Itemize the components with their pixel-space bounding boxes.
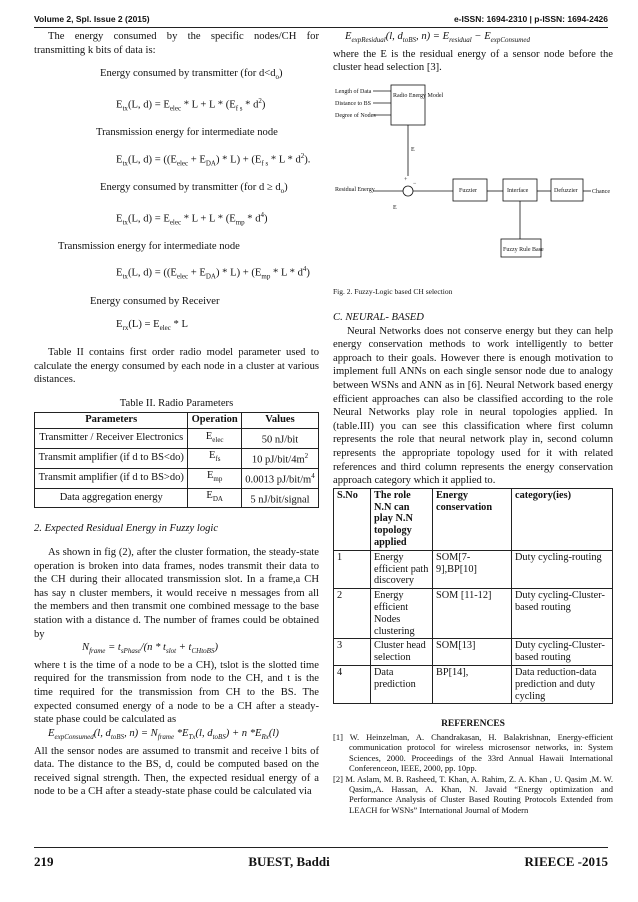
neural-network-table [333, 488, 613, 705]
residual-equation: $E_{expResidual}(l$, $d_{toBS}$, $n) = E_{residual} - E_{expConsumed}$ [345, 31, 530, 45]
reference-2: [2] M. Aslam, M. B. Rasheed, T. Khan, A. Rahim, Z. A. Khan , U. Qasim ,M. W. Qasim,,A. Hassan, A. Khan, N. Javaid “Energy optimization and Performance Analysis of Cluster Based Routing Protocols Extended from LEACH for WSNs” International Journal of Modern [333, 773, 613, 815]
left-column [34, 30, 319, 799]
equation-3: $E_{tx}(L$, $d) = E_{elec} * L + L * (E_{mp} * d^4)$ [116, 210, 268, 227]
eq-label-3: Energy consumed by transmitter (for $d \ge d_o$) [100, 181, 288, 196]
page-number: 219 [34, 854, 54, 869]
fig-label-length: Length of Data [335, 88, 372, 95]
figure-caption: Fig. 2. Fuzzy-Logic based CH selection [333, 287, 453, 297]
right-column [333, 30, 613, 815]
fig-label-model: Radio Energy Model [393, 92, 444, 99]
header-issn: e-ISSN: 1694-2310 | p-ISSN: 1694-2426 [453, 14, 608, 24]
col-operation: Operation [188, 413, 242, 428]
table-row: Transmit amplifier (if d to BS<do) $E_{fs}$ 10 $pJ/bit/4m^2$ [35, 448, 319, 468]
header-volume: Volume 2, Spl. Issue 2 (2015) [34, 14, 150, 24]
fig-label-econsumed: E [411, 146, 415, 153]
radio-parameters-table [34, 412, 319, 508]
col-parameters: Parameters [35, 413, 188, 428]
section-2-paragraph-3: All the sensor nodes are assumed to transmit and receive l bits of data. The distance to the BS, d, could be computed based on the received signal strength. Then, the expected residual energy of a node to be a CH after a steady-state phase could be calculated via [34, 745, 319, 798]
page-footer [34, 854, 608, 870]
table-row: Transmit amplifier (if d to BS>do) $E_{mp}$ 0.0013 $pJ/bit/m^4$ [35, 468, 319, 488]
col-values: Values [241, 413, 318, 428]
equation-5: $E_{rx}(L) = E_{elec} * L$ [116, 319, 188, 333]
footer-rule [34, 847, 608, 848]
eq-label-5: Energy consumed by Receiver [90, 295, 220, 307]
fig-label-chance: Chance [592, 188, 610, 195]
table-row: 2 Energy efficient Nodes clustering SOM [11-12] Duty cycling-Cluster-based routing [334, 589, 613, 639]
header-rule [34, 27, 608, 28]
fig-label-distance: Distance to BS [335, 100, 371, 107]
page-header [34, 14, 608, 24]
footer-venue: BUEST, Baddi [248, 854, 330, 869]
section-c-heading: C. NEURAL- BASED [333, 312, 424, 324]
reference-1: [1] W. Heinzelman, A. Chandrakasan, H. Balakrishnan, Energy-efficient communication protocol for wireless microsensor networks, in: System Sciences, 2000. Proceedings of the 33rd Annual Hawaii International Conferenceon, IEEE, 2000, pp. 10pp. [333, 731, 613, 774]
fig-label-degree: Degree of Nodes [335, 112, 376, 119]
fig-label-fuzzier: Fuzzier [459, 187, 477, 194]
fig-label-interface: Interface [507, 187, 529, 194]
table-row: Data aggregation energy $E_{DA}$ 5 nJ/bit/signal [35, 488, 319, 508]
radio-energy-model-box [391, 85, 425, 125]
table-caption: Table II. Radio Parameters [119, 397, 234, 409]
fig-plus: + [404, 176, 408, 183]
table-row: 4 Data prediction BP[14], Data reduction-data prediction and duty cycling [334, 665, 613, 703]
fig-label-eresidual: E [393, 204, 397, 211]
eq-label-2: Transmission energy for intermediate node [96, 127, 278, 139]
references-heading: REFERENCES [441, 719, 505, 730]
consumed-energy-equation: $E_{expConsumed}(l$, $d_{toBS}$, $n) = N_{frame}$ $*E_{Tx}(l$, $d_{toBS}) + n$ $*E_{Rx}(l)$ [48, 727, 279, 741]
table-row: Transmitter / Receiver Electronics $E_{elec}$ 50 nJ/bit [35, 428, 319, 448]
equation-2: $E_{tx}(L$, $d) = ((E_{elec} + E_{DA}) * L) + (E_{f s} * L * d^2)$. [116, 151, 311, 168]
fuzzy-logic-figure [333, 81, 613, 281]
equation-4: $E_{tx}(L$, $d) = ((E_{elec} + E_{DA}) * L) + (E_{mp} * L * d^4)$ [116, 265, 310, 282]
table-header-row: S.No The role N.N can play N.N topology applied Energy conservation category(ies) [334, 488, 613, 550]
summing-junction [403, 186, 413, 196]
fig-label-rulebase: Fuzzy Rule Base [503, 246, 544, 253]
equation-1: $E_{tx}(L$, $d) = E_{elec} * L + L * (E_{f s} * d^2)$ [116, 96, 266, 113]
footer-conference: RIEECE -2015 [524, 854, 608, 869]
intro-paragraph: The energy consumed by the specific nodes/CH for transmitting k bits of data is: [34, 31, 319, 56]
section-2-paragraph-1: As shown in fig (2), after the cluster formation, the steady-state operation is broken into data frames, nodes transmit their data to the CH during their allocated transmission slot. In a frame,a CH has say n cluster members, it would receive n messages from all the members and then transmit one combined message to the base station with a distance d. The number of frames could be obtained by [34, 547, 319, 640]
eq-label-1: Energy consumed by transmitter (for $d<d_o$) [100, 68, 283, 82]
table-header-row [35, 413, 319, 428]
eq-label-4: Transmission energy for intermediate node [58, 240, 240, 252]
frames-equation: $N_{frame} = t_{sPhase}/(n * t_{slot} + t_{CHtoBS})$ [82, 642, 218, 656]
section-2-paragraph-2: where t is the time of a node to be a CH), tslot is the slotted time required for the transmission from node to the CH, and t is the time required for the transmission from CH to the BS. The expected consumed energy of a node to be a CH after a steady-state phase could be calculated as [34, 659, 319, 726]
section-c-paragraph: Neural Networks does not conserve energy but they can help energy conservation methods to work intelligently to better approach to their goals. However there is enough motivation to implement full ANNs on each single sensor node due to analogy between WSNs and ANN as in [6]. Neural Network based energy efficient approaches can also be classified according to the role Neural Networks play role in neural topologies applied. In (table.III) you can see this classification where first column represents the role that neural network play in, second column represents the appropriate topology used for it with related references and third column represents the energy conservation approach category which it applied to. [333, 325, 613, 487]
table-row: 1 Energy efficient path discovery SOM[7-9],BP[10] Duty cycling-routing [334, 550, 613, 588]
table-intro: Table II contains first order radio model parameter used to calculate the energy consumed by each node in a cluster at various distances. [34, 347, 319, 386]
fig-label-residual: Residual Energy [335, 186, 375, 193]
fig-minus: − [413, 180, 417, 187]
table-row: 3 Cluster head selection SOM[13] Duty cycling-Cluster-based routing [334, 639, 613, 666]
section-2-heading: 2. Expected Residual Energy in Fuzzy logic [34, 523, 219, 535]
fig-label-defuzzier: Defuzzier [554, 187, 578, 194]
residual-note: where the E is the residual energy of a sensor node before the cluster head selection [3]. [333, 48, 613, 74]
